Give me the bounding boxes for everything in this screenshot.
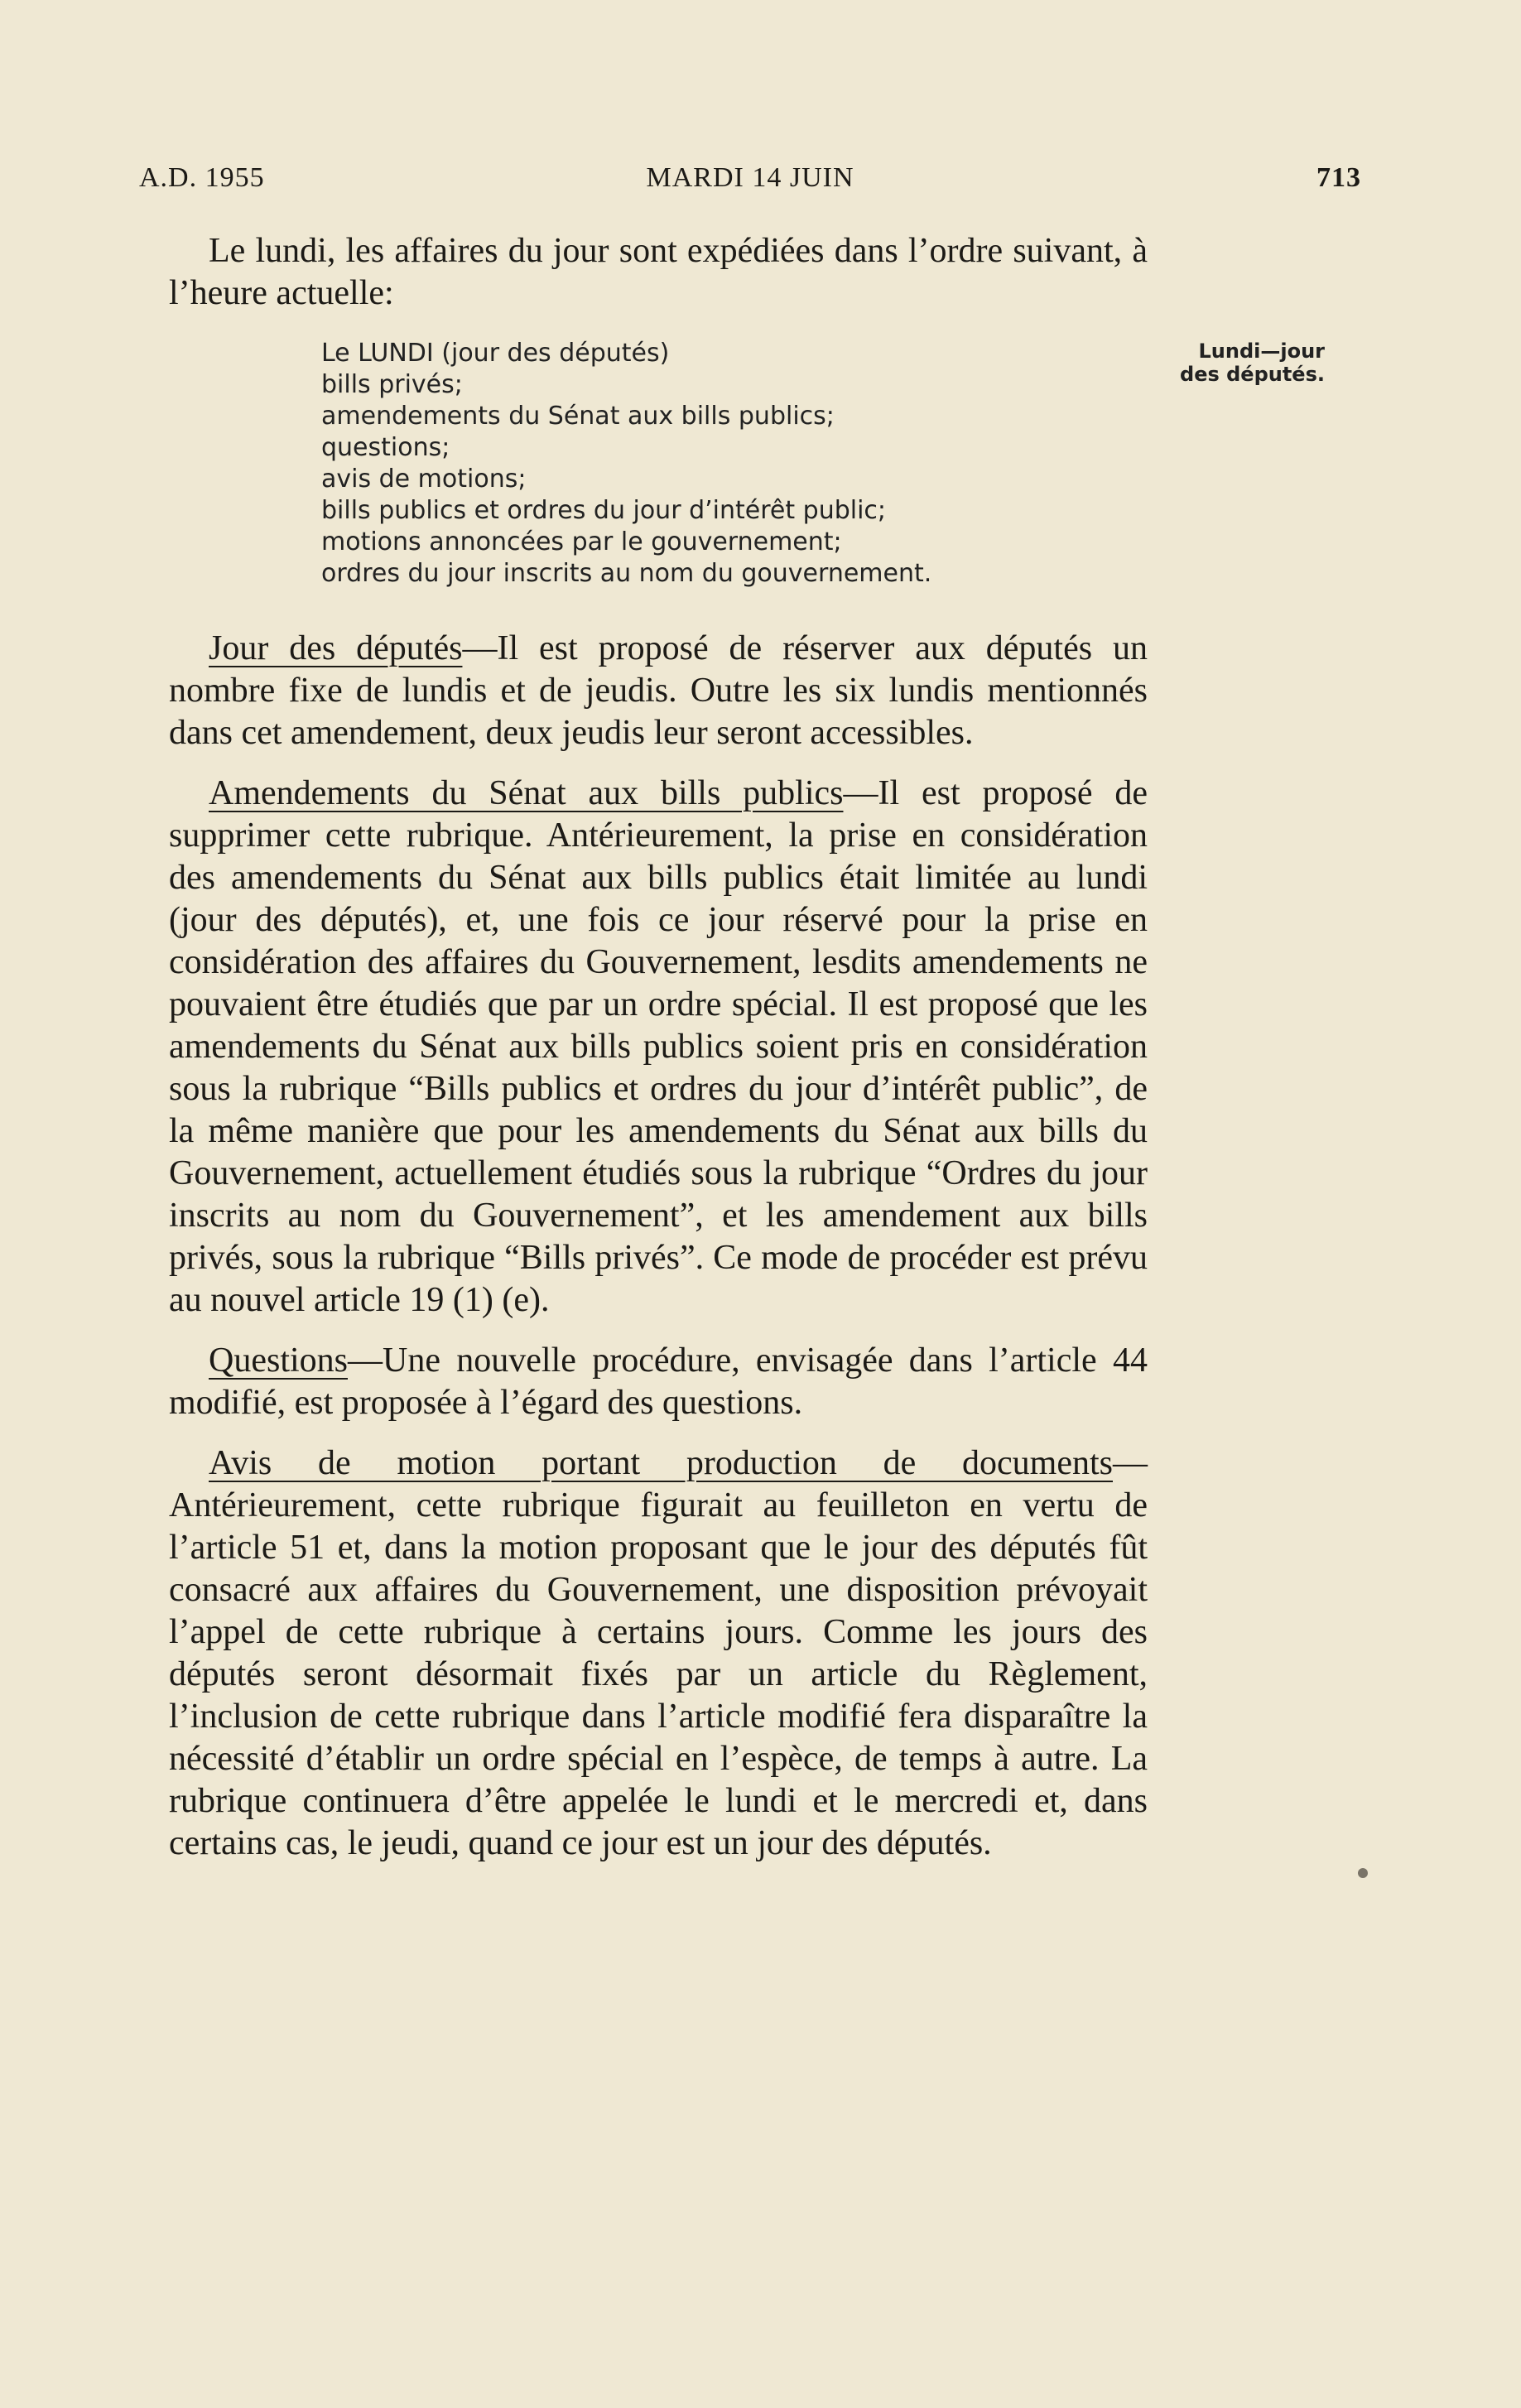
section-paragraph bbox=[169, 1442, 1148, 1865]
schedule-item: amendements du Sénat aux bills publics; bbox=[321, 402, 835, 431]
schedule-item: bills privés; bbox=[321, 370, 463, 399]
section-paragraph bbox=[169, 628, 1148, 754]
margin-note bbox=[1159, 340, 1325, 386]
section-heading: Amendements du Sénat aux bills publics bbox=[209, 774, 844, 812]
section-text: —Il est proposé de réserver aux députés un nombre fixe de lundis et de jeudis. Outre les six lundis mentionnés dans cet amendement, deux jeudis leur seront accessibles. bbox=[169, 629, 1148, 752]
sections-block bbox=[169, 628, 1148, 1883]
schedule-item: Le LUNDI (jour des députés) bbox=[321, 339, 670, 368]
intro-block bbox=[169, 230, 1148, 333]
section-heading: Avis de motion portant production de documents bbox=[209, 1444, 1113, 1482]
header-year: A.D. 1955 bbox=[139, 162, 265, 193]
running-header bbox=[139, 162, 1361, 202]
schedule-item: avis de motions; bbox=[321, 465, 527, 494]
section-text: —Il est proposé de supprimer cette rubrique. Antérieurement, la prise en considération des amendements du Sénat aux bills publics était limitée au lundi (jour des députés), et, une fois ce jour réservé pour la prise en considération des affaires du Gouvernement, lesdits amendements ne pouvaient être étudiés que par un ordre spécial. Il est proposé que les amendements du Sénat aux bills publics soient pris en considération sous la rubrique “Bills publics et ordres du jour d’intérêt public”, de la même manière que pour les amendements du Sénat aux bills du Gouvernement, actuellement étudiés sous la rubrique “Ordres du jour inscrits au nom du Gouvernement”, et les amendement aux bills privés, sous la rubrique “Bills privés”. Ce mode de procéder est prévu au nouvel article 19 (1) (e). bbox=[169, 774, 1148, 1319]
margin-note-line: des députés. bbox=[1180, 363, 1325, 386]
section-paragraph bbox=[169, 773, 1148, 1322]
ink-speck bbox=[1358, 1868, 1368, 1878]
section-text: —Antérieurement, cette rubrique figurait au feuilleton en vertu de l’article 51 et, dans la motion proposant que le jour des députés fût consacré aux affaires du Gouvernement, une disposition prévoyait l’appel de cette rubrique à certains jours. Comme les jours des députés seront désormait fixés par un article du Règlement, l’inclusion de cette rubrique dans l’article modifié fera disparaître la nécessité d’établir un ordre spécial en l’espèce, de temps à autre. La rubrique continuera d’être appelée le lundi et le mercredi et, dans certains cas, le jeudi, quand ce jour est un jour des députés. bbox=[169, 1444, 1148, 1862]
section-text: —Une nouvelle procédure, envisagée dans l’article 44 modifié, est proposée à l’égard des questions. bbox=[169, 1341, 1148, 1422]
schedule-item: questions; bbox=[321, 433, 450, 462]
margin-note-line: Lundi—jour bbox=[1198, 340, 1325, 363]
section-paragraph bbox=[169, 1340, 1148, 1424]
section-heading: Jour des députés bbox=[209, 629, 463, 667]
header-date: MARDI 14 JUIN bbox=[646, 162, 854, 193]
schedule-item: bills publics et ordres du jour d’intérêt public; bbox=[321, 496, 887, 525]
schedule-item: motions annoncées par le gouvernement; bbox=[321, 527, 842, 556]
intro-paragraph: Le lundi, les affaires du jour sont expédiées dans l’ordre suivant, à l’heure actuelle: bbox=[169, 232, 1148, 312]
monday-schedule-list bbox=[321, 338, 1066, 590]
page-number: 713 bbox=[1316, 162, 1361, 193]
schedule-item: ordres du jour inscrits au nom du gouvernement. bbox=[321, 559, 932, 588]
section-heading: Questions bbox=[209, 1341, 348, 1380]
